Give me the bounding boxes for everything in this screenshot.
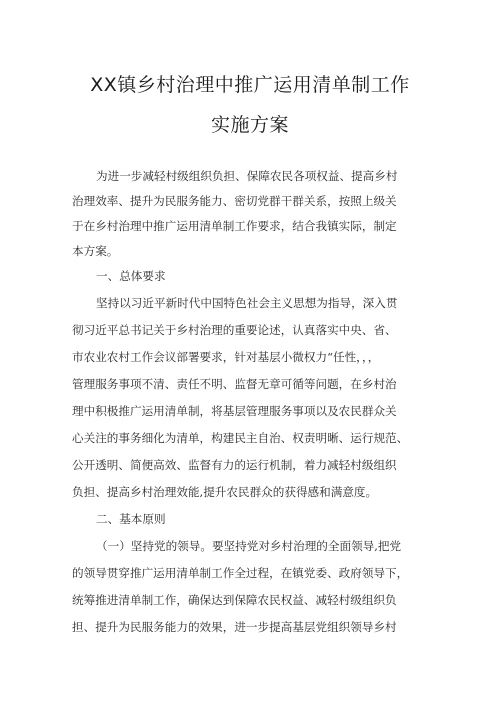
paragraph-line: 彻习近平总书记关于乡村治理的重要论述，认真落实中央、省、 (72, 323, 397, 337)
paragraph-line: 统筹推进清单制工作，确保达到保障农民权益、减轻村级组织负 (72, 593, 397, 607)
paragraph-line: 公开透明、简便高效、监督有力的运行机制，着力减轻村级组织 (72, 458, 397, 472)
paragraph-line: 理中积极推广运用清单制，将基层管理服务事项以及农民群众关 (72, 404, 397, 418)
document-title-line-1: XX镇乡村治理中推广运用清单制工作 (90, 74, 410, 96)
paragraph-line: 心关注的事务细化为清单，构建民主自治、权责明晰、运行规范、 (72, 431, 409, 445)
paragraph-line: 为进一步减轻村级组织负担、保障农民各项权益、提高乡村 (96, 169, 398, 183)
paragraph-line: 于在乡村治理中推广运用清单制工作要求，结合我镇实际，制定 (72, 219, 397, 233)
paragraph-line: 坚持以习近平新时代中国特色社会主义思想为指导，深入贯 (96, 296, 398, 310)
paragraph-line: 管理服务事项不清、责任不明、监督无章可循等问题，在乡村治 (72, 377, 397, 391)
paragraph-line: 的领导贯穿推广运用清单制工作全过程，在镇党委、政府领导下， (72, 566, 409, 580)
paragraph-line: 本方案。 (72, 244, 119, 258)
section-heading: 二、基本原则 (96, 512, 166, 526)
paragraph-line: 负担、提高乡村治理效能,提升农民群众的获得感和满意度。 (72, 485, 378, 499)
paragraph-line: 担、提升为民服务能力的效果，进一步提高基层党组织领导乡村 (72, 620, 397, 634)
document-title-line-2: 实施方案 (210, 114, 289, 136)
section-heading: 一、总体要求 (96, 269, 166, 283)
paragraph-line: 治理效率、提升为民服务能力、密切党群干群关系，按照上级关 (72, 194, 397, 208)
paragraph-line: 市农业农村工作会议部署要求，针对基层小微权力“任性，，， (72, 350, 380, 364)
paragraph-line: （一）坚持党的领导。要坚持党对乡村治理的全面领导,把党 (96, 539, 402, 553)
